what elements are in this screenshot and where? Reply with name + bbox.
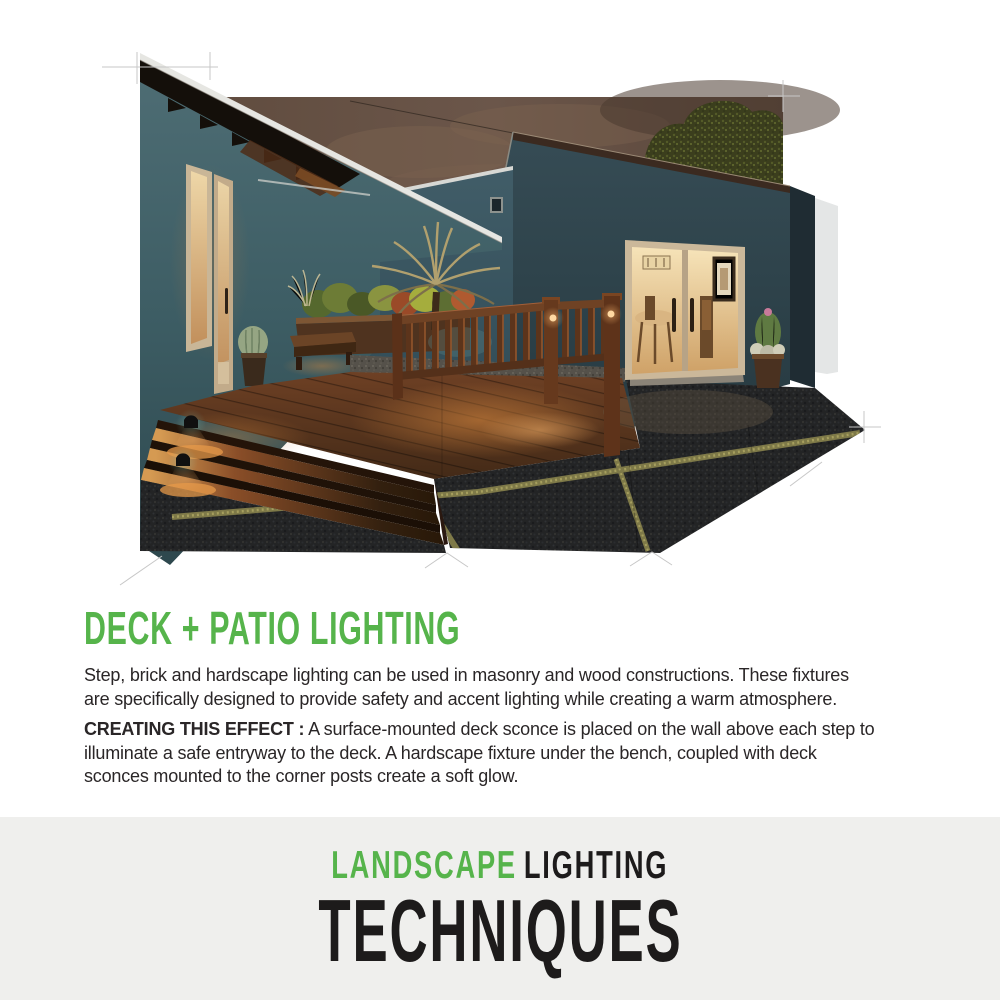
sconce-fixture [176,453,190,466]
effect-label: CREATING THIS EFFECT : [84,719,305,739]
gray-panel [815,198,838,374]
paragraph-line: are specifically designed to provide safety and accent lighting while creating a warm atmosphere. [84,688,838,709]
paragraph-line: Step, brick and hardscape lighting can be used in masonry and wood constructions. These fixtures [84,665,849,685]
door-handle [690,298,694,332]
door-handle [225,288,228,314]
brand-word-lighting: LIGHTING [524,844,669,887]
door-handle [672,298,676,332]
wall-vent [492,199,501,211]
intro-paragraph [84,664,964,711]
copy-section [84,602,964,789]
paragraph-line: sconces mounted to the corner posts create a soft glow. [84,766,519,786]
brand-word-techniques: TECHNIQUES [317,881,683,980]
cactus-flower [764,308,772,316]
brand-line-2 [0,880,1000,982]
sconce-fixture [184,415,198,428]
brand-word-landscape: LANDSCAPE [331,844,518,887]
paragraph-line: illuminate a safe entryway to the deck. A hardscape fixture under the bench, coupled with deck [84,742,817,763]
effect-text: A surface-mounted deck sconce is placed on the wall above each step to [304,719,875,739]
brand-footer [0,817,1000,1000]
effect-paragraph [84,718,964,789]
paragraph-line [84,718,964,742]
french-doors [625,240,745,380]
section-heading: DECK + PATIO LIGHTING [84,602,461,654]
